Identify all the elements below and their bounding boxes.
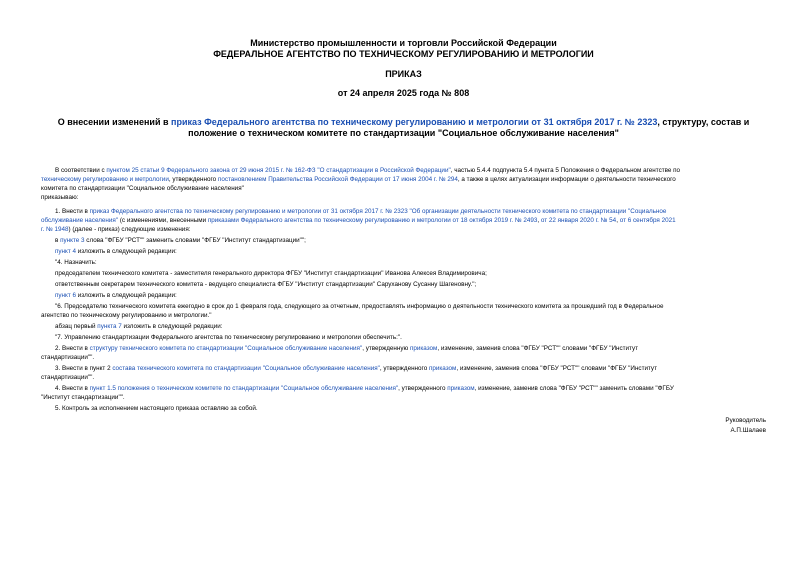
p13-text: , изменение, заменив слова "ФГБУ "РСТ"" словами "ФГБУ "Институт <box>456 365 657 372</box>
p5: "4. Назначить: <box>55 259 97 266</box>
p2-text: ) (далее - приказ) следующие изменения: <box>68 226 191 233</box>
p13-line1 <box>55 365 657 373</box>
p9-line1: "6. Председателю технического комитета ежегодно в срок до 1 февраля года, следующего за отчетным, предоставлять информацию о деятельности технического комитета за прошедший год в Федеральное <box>55 303 664 310</box>
p4-text: изложить в следующей редакции: <box>76 248 177 255</box>
p2-line2 <box>41 217 676 225</box>
link-composition[interactable]: состава технического комитета по стандартизации "Социальное обслуживание населения" <box>112 365 380 372</box>
p2-text: , <box>616 217 620 224</box>
title-suffix: , структуру, состав и <box>657 117 750 127</box>
link-federal-law[interactable]: пунктом 25 статьи 9 Федерального закона от 29 июня 2015 г. № 162-ФЗ "О стандартизации в Российской Федерации" <box>106 167 451 174</box>
doc-type: ПРИКАЗ <box>385 69 422 79</box>
title-prefix: О внесении изменений в <box>57 117 172 127</box>
p8 <box>55 292 177 300</box>
p12-text: , изменение, заменив слова "ФГБУ "РСТ"" словами "ФГБУ "Институт <box>437 345 638 352</box>
p14-text: , изменение, заменив слова "ФГБУ "РСТ"" заменить словами "ФГБУ <box>474 385 674 392</box>
link-regulation-item-1-5[interactable]: пункт 1.5 положения о техническом комитете по стандартизации "Социальное обслуживание населения" <box>89 385 399 392</box>
p1-text: , частью 5.4.4 подпункта 5.4 пункта 5 Положения о Федеральном агентстве по <box>450 167 681 174</box>
link-order[interactable]: приказом <box>409 345 438 352</box>
p4 <box>55 248 177 256</box>
p14-line2: "Институт стандартизации"". <box>41 394 125 401</box>
doc-title <box>0 117 807 128</box>
p14-line1 <box>55 385 674 393</box>
p14-text: 4. Внести в <box>55 385 90 392</box>
p13-text: 3. Внести в пункт 2 <box>55 365 113 372</box>
link-regulation[interactable]: техническому регулированию и метрологии <box>41 176 169 183</box>
link-order[interactable]: приказом <box>447 385 475 392</box>
link-item-3[interactable]: пункте 3 <box>60 237 85 244</box>
signature-position: Руководитель <box>725 417 766 424</box>
p1-line1 <box>55 167 680 175</box>
link-order-2323[interactable]: приказ Федерального агентства по техническому регулированию и метрологии от 31 октября 2017 г. № 2323 "Об организации деятельности технического комитета по стандартизации "Социальное <box>89 208 667 215</box>
p12-text: 2. Внести в <box>55 345 90 352</box>
link-structure[interactable]: структуру технического комитета по стандартизации "Социальное обслуживание населения" <box>89 345 363 352</box>
link-order-54[interactable]: от 22 января 2020 г. № 54 <box>540 217 617 224</box>
p1-line4: приказываю: <box>41 194 79 201</box>
p2-line3 <box>41 226 190 234</box>
link-order[interactable]: приказом <box>428 365 457 372</box>
p7: ответственным секретарем технического комитета - ведущего специалиста ФГБУ "Институт стандартизации" Саруханову Сусанну Шагеновну."; <box>55 281 477 288</box>
p3-text: слова "ФГБУ "РСТ"" заменить словами "ФГБУ "Институт стандартизации""; <box>84 237 306 244</box>
p1-line3: комитета по стандартизации "Социальное обслуживание населения" <box>41 185 244 192</box>
title-link[interactable]: приказ Федерального агентства по техническому регулированию и метрологии от 31 октября 2017 г. № 2323 <box>171 117 658 127</box>
link-item-4[interactable]: пункт 4 <box>55 248 76 255</box>
p8-text: изложить в следующей редакции: <box>76 292 177 299</box>
signature-name: А.П.Шалаев <box>730 427 766 434</box>
doc-title-line2: положение о техническом комитете по стандартизации "Социальное обслуживание населения" <box>188 128 619 138</box>
p12-line1 <box>55 345 638 353</box>
p10-text: абзац первый <box>55 323 98 330</box>
p13-line2: стандартизации"". <box>41 374 95 381</box>
p1-text: В соответствии с <box>55 167 107 174</box>
p2-text: (с изменениями, внесенными <box>118 217 208 224</box>
p3-text: в <box>55 237 61 244</box>
link-order-2323-cont[interactable]: обслуживание населения" <box>41 217 119 224</box>
p2-text: , <box>537 217 541 224</box>
p10-text: изложить в следующей редакции: <box>121 323 223 330</box>
link-item-6[interactable]: пункт 6 <box>55 292 76 299</box>
p15: 5. Контроль за исполнением настоящего приказа оставляю за собой. <box>55 405 258 412</box>
p10 <box>55 323 223 331</box>
link-item-7[interactable]: пункта 7 <box>97 323 122 330</box>
p13-text: , утвержденного <box>379 365 429 372</box>
p14-text: , утвержденного <box>398 385 448 392</box>
p12-text: , утвержденную <box>362 345 410 352</box>
ministry-name: Министерство промышленности и торговли Российской Федерации <box>250 38 557 48</box>
p2-line1 <box>55 208 666 216</box>
p1-text: , а также в целях актуализации информации о деятельности технического <box>457 176 676 183</box>
doc-date-number: от 24 апреля 2025 года № 808 <box>337 88 470 98</box>
link-order-1948[interactable]: от 6 сентября 2021 <box>619 217 676 224</box>
agency-name: ФЕДЕРАЛЬНОЕ АГЕНТСТВО ПО ТЕХНИЧЕСКОМУ РЕГУЛИРОВАНИЮ И МЕТРОЛОГИИ <box>213 49 594 59</box>
p1-line2 <box>41 176 676 184</box>
link-order-2493[interactable]: приказами Федерального агентства по техническому регулированию и метрологии от 18 октября 2019 г. № 2493 <box>207 217 538 224</box>
p6: председателем технического комитета - заместителя генерального директора ФГБУ "Институт стандартизации" Иванова Алексея Владимировича; <box>55 270 487 277</box>
p1-text: , утвержденного <box>168 176 218 183</box>
p2-text: 1. Внести в <box>55 208 90 215</box>
p3 <box>55 237 306 245</box>
link-government-decree[interactable]: постановлением Правительства Российской Федерации от 17 июня 2004 г. № 294 <box>217 176 458 183</box>
p12-line2: стандартизации"". <box>41 354 95 361</box>
link-order-1948-cont[interactable]: г. № 1948 <box>41 226 69 233</box>
p9-line2: агентство по техническому регулированию и метрологии." <box>41 312 212 319</box>
p11: "7. Управлению стандартизации Федерального агентства по техническому регулированию и метрологии обеспечить:". <box>55 334 402 341</box>
